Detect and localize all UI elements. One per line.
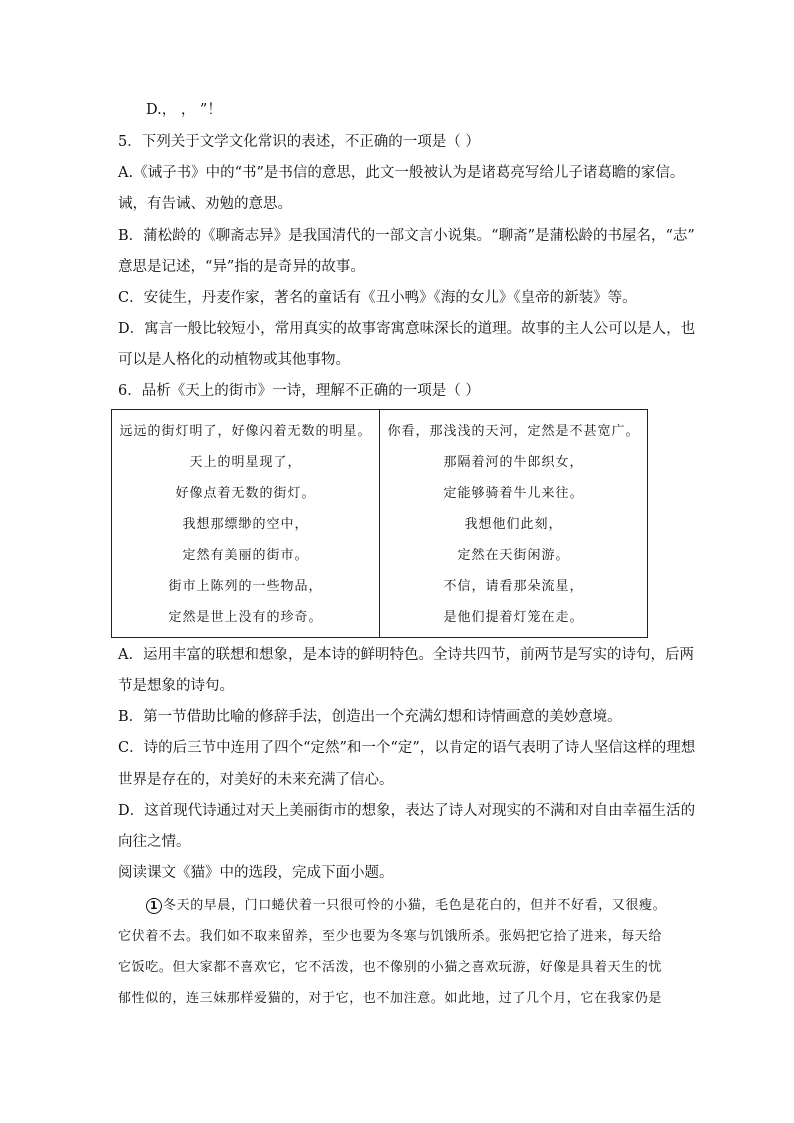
q6-option-b: B．第一节借助比喻的修辞手法，创造出一个充满幻想和诗情画意的美妙意境。 — [118, 709, 622, 725]
q6-option-a-line1: A．运用丰富的联想和想象，是本诗的鲜明特色。全诗共四节，前两节是写实的诗句，后两 — [118, 647, 694, 663]
q6-option-c-line1: C．诗的后三节中连用了四个“定然”和一个“定”，以肯定的语气表明了诗人坚信这样的理想 — [118, 740, 696, 756]
q5-stem: 5．下列关于文学文化常识的表述，不正确的一项是（ ） — [118, 134, 480, 150]
q5-option-d-line1: D．寓言一般比较短小，常用真实的故事寄寓意味深长的道理。故事的主人公可以是人，也 — [118, 321, 696, 337]
q6-stem: 6．品析《天上的街市》一诗，理解不正确的一项是（ ） — [118, 383, 480, 399]
poem-table — [111, 409, 648, 638]
q5-option-a-line1: A.《诫子书》中的“书”是书信的意思，此文一般被认为是诸葛亮写给儿子诸葛瞻的家信。 — [118, 165, 685, 181]
q6-option-d-line2: 向往之情。 — [118, 834, 191, 850]
poem-line: 远远的街灯明了，好像闪着无数的明星。 — [119, 424, 372, 439]
passage-line: 它饭吃。但大家都不喜欢它，它不活泼，也不像别的小猫之喜欢玩游，好像是具着天生的忧 — [118, 960, 663, 975]
poem-line: 是他们提着灯笼在走。 — [443, 610, 584, 625]
q6-option-c-line2: 世界是存在的，对美好的未来充满了信心。 — [118, 772, 394, 788]
q6-option-a-line2: 节是想象的诗句。 — [118, 678, 234, 694]
poem-line: 定然在天街闲游。 — [457, 548, 570, 563]
q5-option-d-line2: 可以是人格化的动植物或其他事物。 — [118, 352, 350, 368]
passage-line: 郁性似的，连三妹那样爱猫的，对于它，也不加注意。如此地，过了几个月，它在我家仍是 — [118, 991, 663, 1006]
poem-line: 定然是世上没有的珍奇。 — [168, 610, 323, 625]
q5-option-c: C．安徒生，丹麦作家，著名的童话有《丑小鸭》《海的女儿》《皇帝的新装》等。 — [118, 290, 637, 306]
q5-option-b-line1: B．蒲松龄的《聊斋志异》是我国清代的一部文言小说集。“聊斋”是蒲松龄的书屋名，“志” — [118, 228, 695, 244]
poem-line: 定然有美丽的街市。 — [182, 548, 309, 563]
passage-line: 它伏着不去。我们如不取来留养，至少也要为冬寒与饥饿所杀。张妈把它拾了进来，每天给 — [118, 929, 663, 944]
poem-column-left — [112, 410, 379, 637]
passage-line: 1 冬天的早晨，门口蜷伏着一只很可怜的小猫，毛色是花白的，但并不好看，又很瘦。 — [118, 890, 678, 921]
reading-passage — [118, 890, 678, 1014]
poem-column-right — [379, 410, 647, 637]
poem-line: 我想他们此刻， — [464, 517, 563, 532]
poem-line: 你看，那浅浅的天河，定然是不甚宽广。 — [387, 424, 640, 439]
poem-line: 天上的明星现了， — [189, 455, 302, 470]
reading-intro: 阅读课文《猫》中的选段，完成下面小题。 — [118, 865, 394, 881]
q5-option-b-line2: 意思是记述，“异”指的是奇异的故事。 — [118, 259, 365, 275]
q6-option-d-line1: D．这首现代诗通过对天上美丽街市的想象，表达了诗人对现实的不满和对自由幸福生活的 — [118, 803, 696, 819]
poem-line: 街市上陈列的一些物品， — [168, 579, 323, 594]
paragraph-number: 1 — [146, 898, 162, 914]
poem-line: 那隔着河的牛郎织女， — [443, 455, 584, 470]
poem-line: 定能够骑着牛儿来往。 — [443, 486, 584, 501]
poem-line: 好像点着无数的街灯。 — [175, 486, 316, 501]
poem-line: 我想那缥缈的空中， — [182, 517, 309, 532]
poem-line: 不信，请看那朵流星， — [443, 579, 584, 594]
prev-option-d: D.， ， ”！ — [146, 102, 222, 118]
q5-option-a-line2: 诫，有告诫、劝勉的意思。 — [118, 196, 292, 212]
